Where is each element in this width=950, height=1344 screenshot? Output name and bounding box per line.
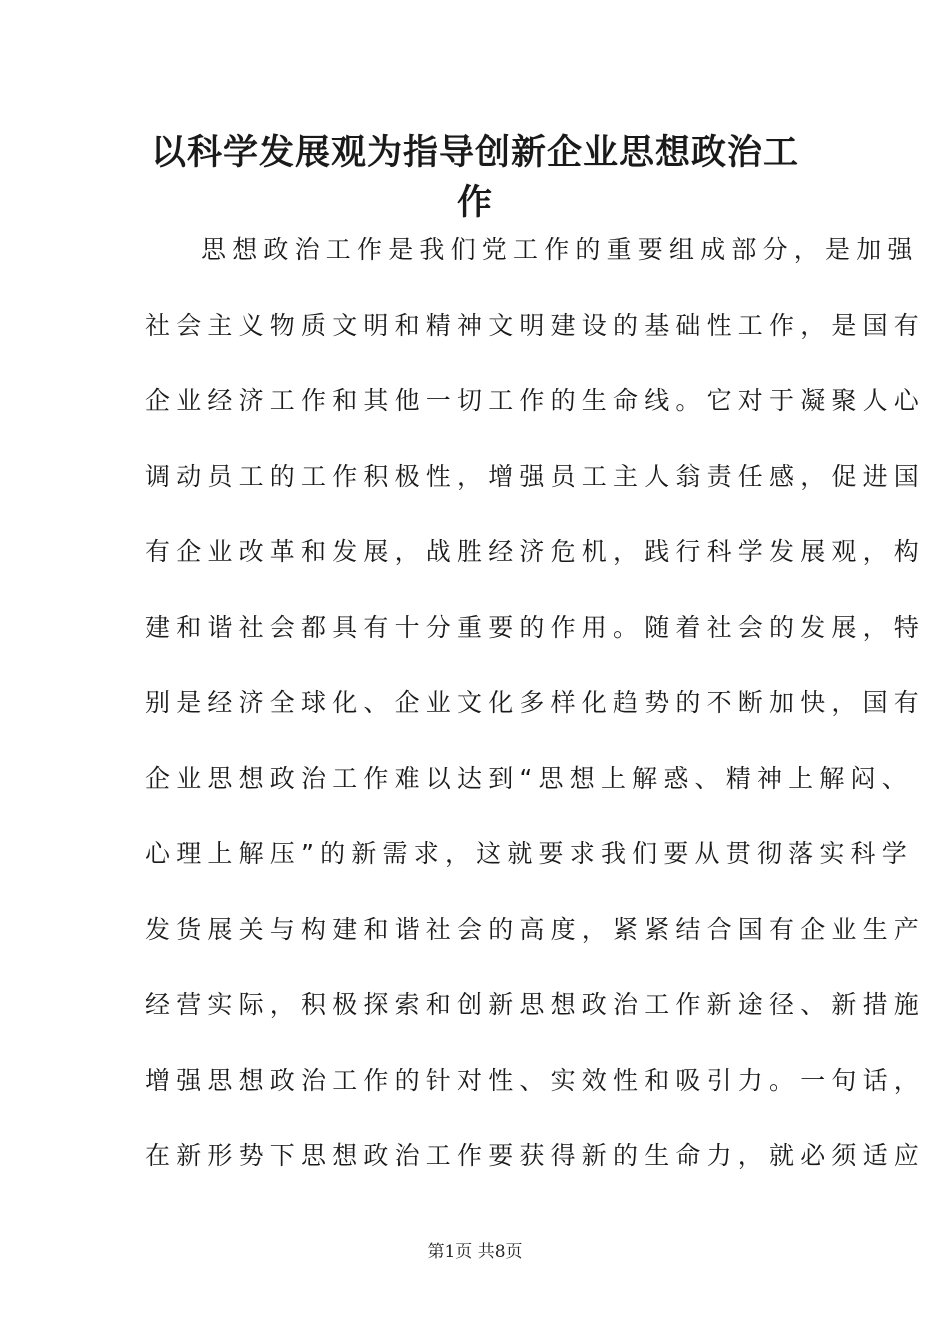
page-title — [140, 128, 810, 228]
body-text — [145, 228, 926, 1210]
body-line: 在新形势下思想政治工作要获得新的生命力，就必须适应 — [145, 1141, 926, 1170]
body-line: 调动员工的工作积极性，增强员工主人翁责任感，促进国 — [145, 461, 926, 491]
body-line: 心理上解压”的新需求，这就要求我们要从贯彻落实科学 — [145, 839, 913, 868]
title-line-2: 作 — [456, 182, 493, 223]
body-line: 发货展关与构建和谐社会的高度，紧紧结合国有企业生产 — [145, 914, 926, 944]
title-line-1: 以科学发展观为指导创新企业思想政治工 — [150, 132, 799, 173]
body-line: 经营实际，积极探索和创新思想政治工作新途径、新措施 — [145, 990, 926, 1019]
body-line: 别是经济全球化、企业文化多样化趋势的不断加快，国有 — [145, 688, 926, 717]
body-line: 有企业改革和发展，战胜经济危机，践行科学发展观，构 — [145, 537, 926, 566]
body-line: 建和谐社会都具有十分重要的作用。随着社会的发展，特 — [145, 612, 926, 642]
body-line: 企业思想政治工作难以达到“思想上解惑、精神上解闷、 — [145, 763, 913, 793]
page-number-footer: 第1页 共8页 — [427, 1242, 523, 1262]
body-line: 思想政治工作是我们党工作的重要组成部分，是加强 — [201, 235, 919, 264]
body-line: 增强思想政治工作的针对性、实效性和吸引力。一句话， — [145, 1065, 926, 1095]
body-line: 企业经济工作和其他一切工作的生命线。它对于凝聚人心 — [145, 386, 926, 415]
body-line: 社会主义物质文明和精神文明建设的基础性工作，是国有 — [145, 310, 926, 340]
